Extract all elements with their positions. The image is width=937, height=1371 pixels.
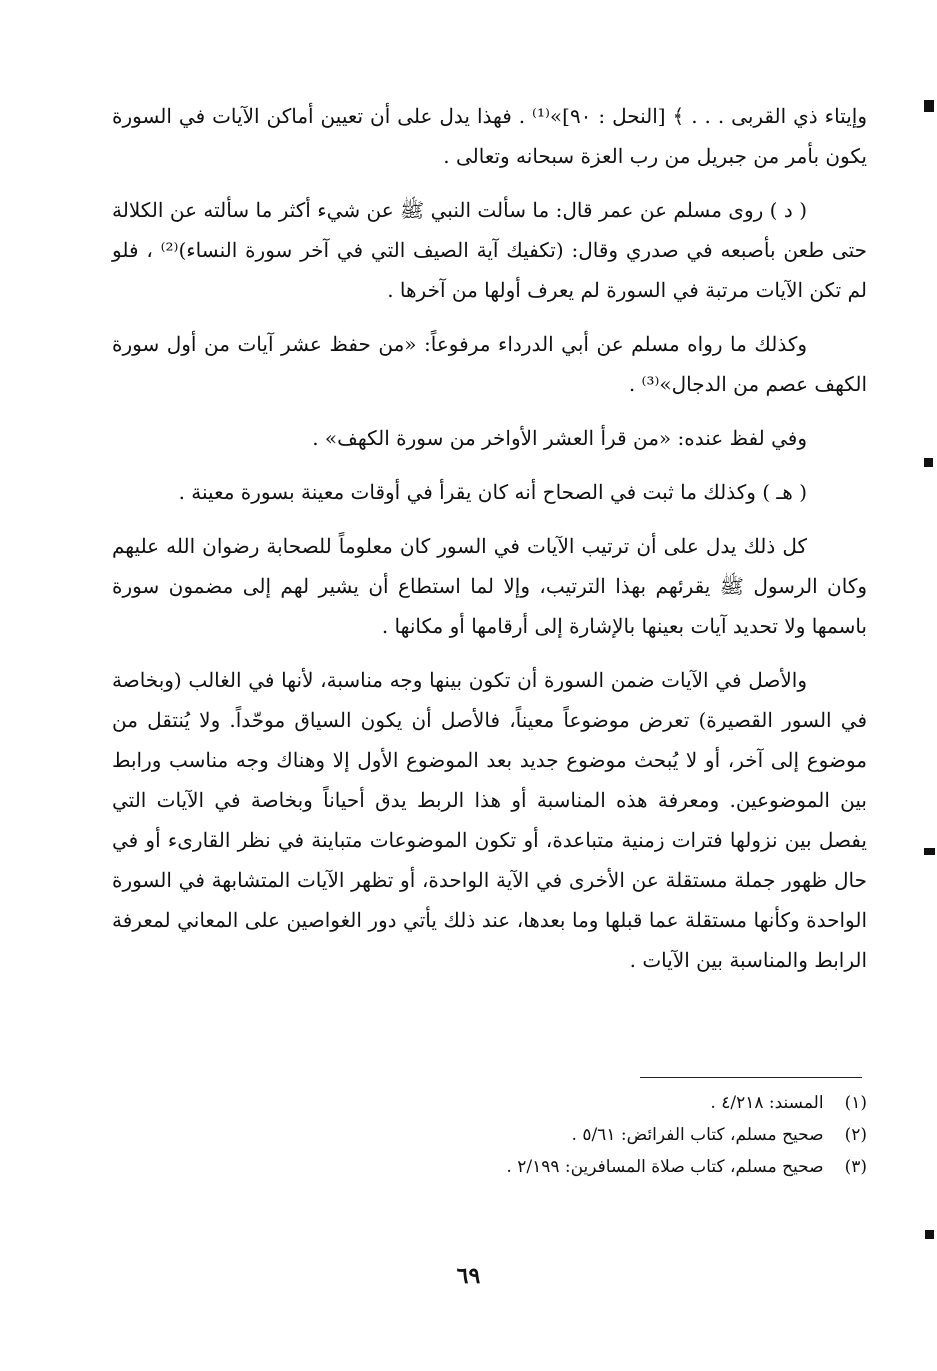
paragraph: وكذلك ما رواه مسلم عن أبي الدرداء مرفوعاً: «من حفظ عشر آيات من أول سورة الكهف عصم من الدجال»⁽³⁾ . [112,332,867,396]
scan-mark [924,458,933,467]
footnote [112,1151,867,1183]
paragraph: وفي لفظ عنده: «من قرأ العشر الأواخر من سورة الكهف» . [312,426,807,450]
footnote-text: صحيح مسلم، كتاب صلاة المسافرين: ٢/١٩٩ . [506,1157,824,1177]
footnote [112,1119,867,1151]
footnote-number: (٢) [844,1125,867,1145]
main-text [112,96,867,994]
paragraph: ( هـ ) وكذلك ما ثبت في الصحاح أنه كان يقرأ في أوقات معينة بسورة معينة . [178,480,807,504]
footnote-text: صحيح مسلم، كتاب الفرائض: ٥/٦١ . [571,1125,824,1145]
footnote-number: (٣) [844,1157,867,1177]
footnote [112,1087,867,1119]
scan-mark [925,1230,934,1239]
paragraph: وإيتاء ذي القربى . . . ﴾ [النحل : ٩٠]»⁽¹⁾ . فهذا يدل على أن تعيين أماكن الآيات في السورة يكون بأمر من جبريل من رب العزة سبحانه وتعالى . [112,104,867,168]
footnote-number: (١) [844,1093,867,1113]
paragraph: ( د ) روى مسلم عن عمر قال: ما سألت النبي ﷺ عن شيء أكثر ما سألته عن الكلالة حتى طعن بأصبعه في صدري وقال: (تكفيك آية الصيف التي في آخر سورة النساء)⁽²⁾ ، فلو لم تكن الآيات مرتبة في السورة لم يعرف أولها من آخرها . [112,198,867,302]
footnote-divider [640,1077,862,1078]
scan-mark [924,848,935,855]
scan-mark [924,100,934,112]
page-number: ٦٩ [456,1263,481,1289]
footnote-text: المسند: ٤/٢١٨ . [710,1093,824,1113]
footnotes [112,1087,867,1183]
paragraph: كل ذلك يدل على أن ترتيب الآيات في السور كان معلوماً للصحابة رضوان الله عليهم وكان الرسول ﷺ يقرئهم بهذا الترتيب، وإلا لما استطاع أن يشير لهم إلى مضمون سورة باسمها ولا تحديد آيات بعينها بالإشارة إلى أرقامها أو مكانها . [112,534,868,638]
paragraph: والأصل في الآيات ضمن السورة أن تكون بينها وجه مناسبة، لأنها في الغالب (وبخاصة في السور القصيرة) تعرض موضوعاً معيناً، فالأصل أن يكون السياق موحّداً. ولا يُنتقل من موضوع إلى آخر، أو لا يُبحث موضوع جديد بعد الموضوع الأول إلا وهناك وجه مناسب ورابط بين الموضوعين. ومعرفة هذه المناسبة أو هذا الربط يدق أحياناً وبخاصة في الآيات التي يفصل بين نزولها فترات زمنية متباعدة، أو تكون الموضوعات متباينة في نظر القارىء أو في حال ظهور جملة مستقلة عن الأخرى في الآية الواحدة، أو تظهر الآيات المتشابهة في السورة الواحدة وكأنها مستقلة عما قبلها وما بعدها، عند ذلك يأتي دور الغواصين على المعاني لمعرفة الرابط والمناسبة بين الآيات . [112,668,867,972]
